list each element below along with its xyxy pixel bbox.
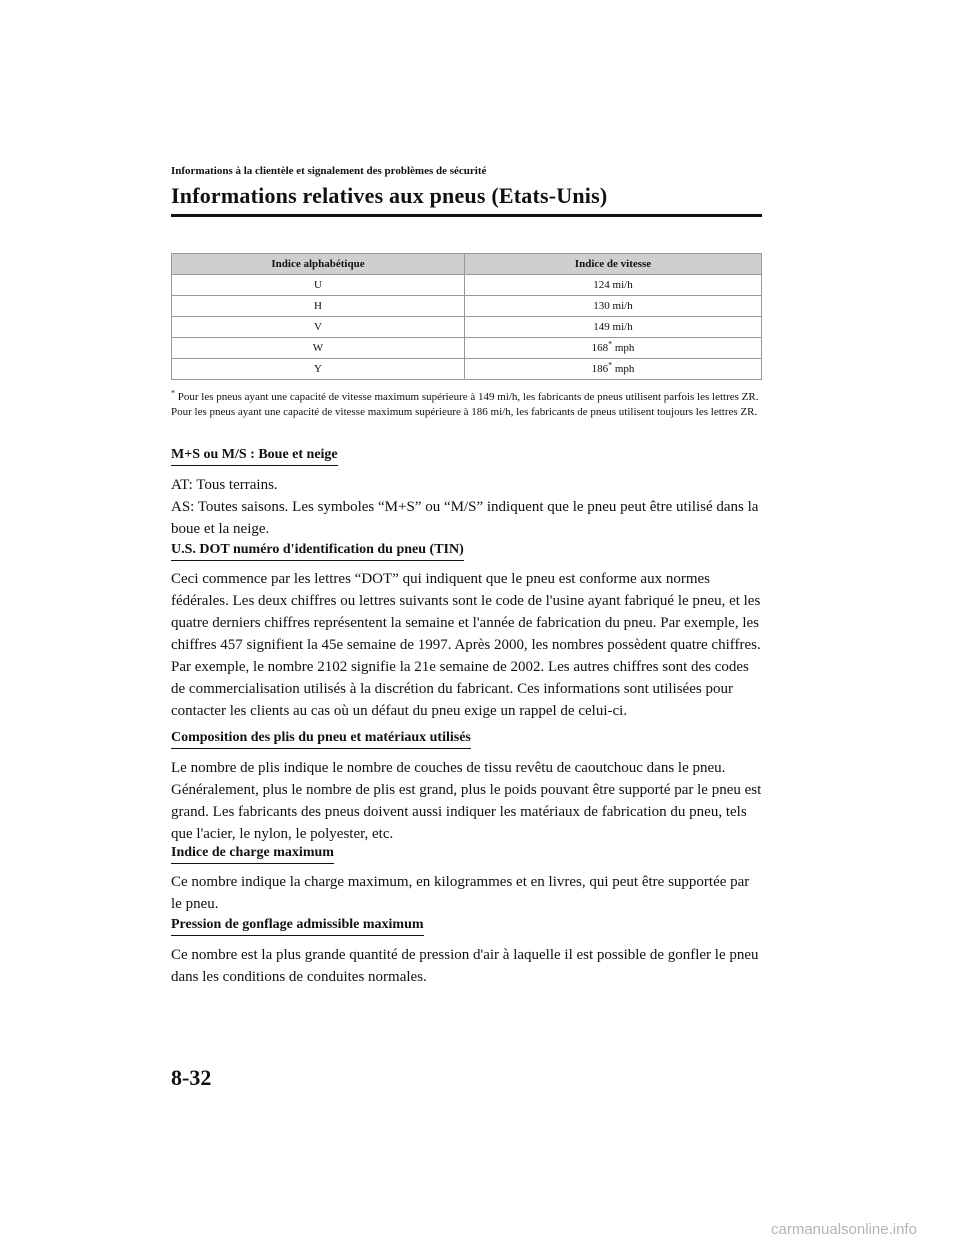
breadcrumb: Informations à la clientèle et signalement des problèmes de sécurité <box>171 165 487 177</box>
page-number: 8-32 <box>171 1065 212 1090</box>
speed-letter-cell: Y <box>172 359 465 380</box>
page-title: Informations relatives aux pneus (Etats-Unis) <box>171 183 608 208</box>
speed-value-cell: 186* mph <box>465 359 762 380</box>
section-body-max-pressure <box>171 944 763 988</box>
section-body-ply-composition <box>171 757 763 845</box>
paragraph: Ceci commence par les lettres “DOT” qui indiquent que le pneu est conforme aux normes fédérales. Les deux chiffres ou lettres suivants sont le code de l'usine ayant fabriqué le pneu, et les quatre derniers chiffres représentent la semaine et l'année de fabrication du pneu. Par exemple, les chiffres 457 signifient la 45e semaine de 1997. Après 2000, les nombres possèdent quatre chiffres. Par exemple, le nombre 2102 signifie la 21e semaine de 2002. Les autres chiffres sont des codes de commercialisation utilisés à la discrétion du fabricant. Ces informations sont utilisées pour contacter les clients au cas où un défaut du pneu exige un rappel de celui-ci. <box>171 571 761 719</box>
title-divider <box>171 214 762 217</box>
footnote-marker: * <box>608 360 613 370</box>
footnote-marker: * <box>608 339 613 349</box>
section-body-dot-tin <box>171 568 763 722</box>
section-heading-mud-snow: M+S ou M/S : Boue et neige <box>171 447 338 466</box>
section-heading-dot-tin: U.S. DOT numéro d'identification du pneu (TIN) <box>171 542 464 561</box>
speed-letter-cell: H <box>172 296 465 317</box>
section-body-mud-snow <box>171 474 763 540</box>
section-heading-max-load: Indice de charge maximum <box>171 845 334 864</box>
table-row <box>172 359 762 380</box>
speed-value-cell: 130 mi/h <box>465 296 762 317</box>
table-footnote <box>171 390 763 420</box>
table-row <box>172 317 762 338</box>
speed-rating-table <box>171 253 762 380</box>
speed-value-cell: 149 mi/h <box>465 317 762 338</box>
paragraph: AT: Tous terrains. <box>171 477 278 493</box>
footnote-text: Pour les pneus ayant une capacité de vitesse maximum supérieure à 149 mi/h, les fabricants de pneus utilisent parfois les lettres ZR. Pour les pneus ayant une capacité de vitesse maximum supérieure à 186 mi/h, les fabricants de pneus utilisent toujours les lettres ZR. <box>171 391 759 418</box>
section-body-max-load <box>171 871 763 915</box>
section-heading-ply-composition: Composition des plis du pneu et matériaux utilisés <box>171 730 471 749</box>
speed-letter-cell: V <box>172 317 465 338</box>
table-row <box>172 338 762 359</box>
footnote-marker: * <box>171 388 175 398</box>
table-row <box>172 275 762 296</box>
column-header-speed: Indice de vitesse <box>465 254 762 275</box>
paragraph: Ce nombre est la plus grande quantité de pression d'air à laquelle il est possible de gonfler le pneu dans les conditions de conduites normales. <box>171 947 759 985</box>
paragraph: AS: Toutes saisons. Les symboles “M+S” ou “M/S” indiquent que le pneu peut être utilisé dans la boue et la neige. <box>171 499 759 537</box>
speed-letter-cell: U <box>172 275 465 296</box>
paragraph: Le nombre de plis indique le nombre de couches de tissu revêtu de caoutchouc dans le pneu. Généralement, plus le nombre de plis est grand, plus le poids pouvant être supporté par le pneu est grand. Les fabricants des pneus doivent aussi indiquer les matériaux de fabrication du pneu, tels que l'acier, le nylon, le polyester, etc. <box>171 760 762 842</box>
speed-value-cell: 124 mi/h <box>465 275 762 296</box>
column-header-letter: Indice alphabétique <box>172 254 465 275</box>
table-row <box>172 296 762 317</box>
table-header-row <box>172 254 762 275</box>
speed-letter-cell: W <box>172 338 465 359</box>
paragraph: Ce nombre indique la charge maximum, en kilogrammes et en livres, qui peut être supportée par le pneu. <box>171 874 750 912</box>
speed-value-cell: 168* mph <box>465 338 762 359</box>
section-heading-max-pressure: Pression de gonflage admissible maximum <box>171 917 424 936</box>
watermark: carmanualsonline.info <box>771 1221 917 1238</box>
